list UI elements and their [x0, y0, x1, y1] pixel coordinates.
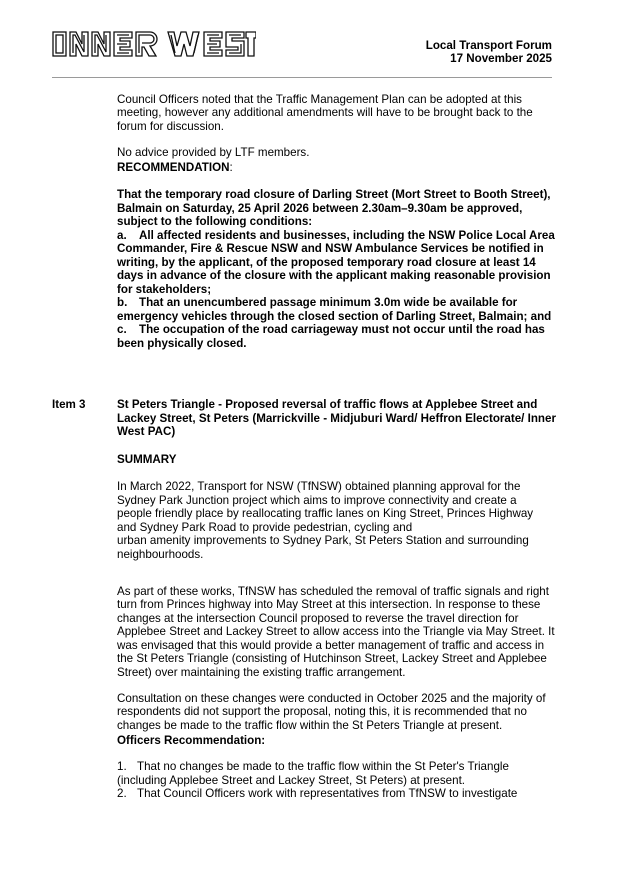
- officers-recommendation-list: [117, 760, 557, 801]
- list-item-text: That Council Officers work with representatives from TfNSW to investigate: [137, 787, 518, 800]
- intro-paragraph-2: No advice provided by LTF members.: [117, 145, 310, 159]
- condition-b-label: b.: [117, 296, 128, 309]
- item-number: Item 3: [52, 398, 86, 411]
- condition-c: [117, 323, 557, 350]
- recommendation-title: RECOMMENDATION: [117, 161, 230, 174]
- recommendation-heading: [117, 161, 557, 175]
- item-title: St Peters Triangle - Proposed reversal of traffic flows at Applebee Street and Lackey Street, St Peters (Marrickville - Midjuburi Ward/ Heffron Electorate/ Inner West PAC): [117, 398, 556, 438]
- officers-recommendation-heading: Officers Recommendation:: [117, 734, 266, 747]
- list-item-number: 2.: [117, 787, 127, 800]
- recommendation-lead: That the temporary road closure of Darling Street (Mort Street to Booth Street), Balmain on Saturday, 25 April 2026 between 2.30am–9.30am be approved, subject to the following conditions:: [117, 188, 551, 228]
- condition-b: [117, 296, 557, 323]
- condition-b-text: That an unencumbered passage minimum 3.0m wide be available for emergency vehicles through the closed section of Darling Street, Balmain; and: [117, 296, 552, 323]
- condition-c-text: The occupation of the road carriageway must not occur until the road has been physically closed.: [117, 323, 545, 350]
- summary-line: neighbourhoods.: [117, 547, 204, 561]
- header-divider: [52, 77, 552, 78]
- summary-line: urban amenity improvements to Sydney Park, St Peters Station and surrounding: [117, 534, 529, 547]
- summary-line: Sydney Park Junction project which aims to improve connectivity and create a: [117, 493, 517, 507]
- recommendation-body: [117, 188, 557, 350]
- summary-line: and Sydney Park Road to provide pedestrian, cycling and: [117, 520, 413, 534]
- summary-paragraph-1: [117, 480, 557, 561]
- summary-line: In March 2022, Transport for NSW (TfNSW) obtained planning approval for the: [117, 480, 521, 493]
- summary-paragraph-3: Consultation on these changes were conducted in October 2025 and the majority of respondents did not support the proposal, noting this, it is recommended that no changes be made to the traffic flow within the St Peters Triangle at present.: [117, 691, 546, 732]
- condition-a-label: a.: [117, 228, 127, 242]
- condition-c-label: c.: [117, 323, 127, 336]
- header-meta: [426, 39, 552, 65]
- list-item: [117, 760, 557, 787]
- list-item-text: That no changes be made to the traffic flow within the St Peter's Triangle (including Applebee Street and Lackey Street, St Peters) at present.: [117, 760, 509, 787]
- forum-name: Local Transport Forum: [425, 39, 552, 52]
- condition-a-text: All affected residents and businesses, including the NSW Police Local Area Commander, Fire & Rescue NSW and NSW Ambulance Services be notified in writing, by the applicant, of the proposed temporary road closure at least 14 days in advance of the closure with the applicant making reasonable provision for stakeholders;: [117, 228, 555, 296]
- inner-west-logo: [52, 30, 256, 58]
- recommendation-colon: :: [229, 161, 233, 174]
- list-item-number: 1.: [117, 760, 127, 773]
- meeting-date: 17 November 2025: [450, 52, 552, 65]
- summary-paragraph-2: As part of these works, TfNSW has scheduled the removal of traffic signals and right turn from Princes highway into May Street at this intersection. In response to these changes at the intersection Council proposed to reverse the travel direction for Applebee Street and Lackey Street to allow access into the Triangle via May Street. It was envisaged that this would provide a better management of traffic and access in the St Peters Triangle (consisting of Hutchinson Street, Lackey Street and Applebee Street) over maintaining the existing traffic arrangement.: [117, 584, 555, 679]
- list-item: [117, 787, 557, 801]
- summary-heading: SUMMARY: [117, 453, 177, 466]
- condition-a: [117, 229, 557, 297]
- summary-line: people friendly place by reallocating traffic lanes on King Street, Princes Highway: [117, 507, 534, 520]
- intro-paragraph-1: Council Officers noted that the Traffic Management Plan can be adopted at this meeting, however any additional amendments will have to be brought back to the forum for discussion.: [117, 92, 533, 133]
